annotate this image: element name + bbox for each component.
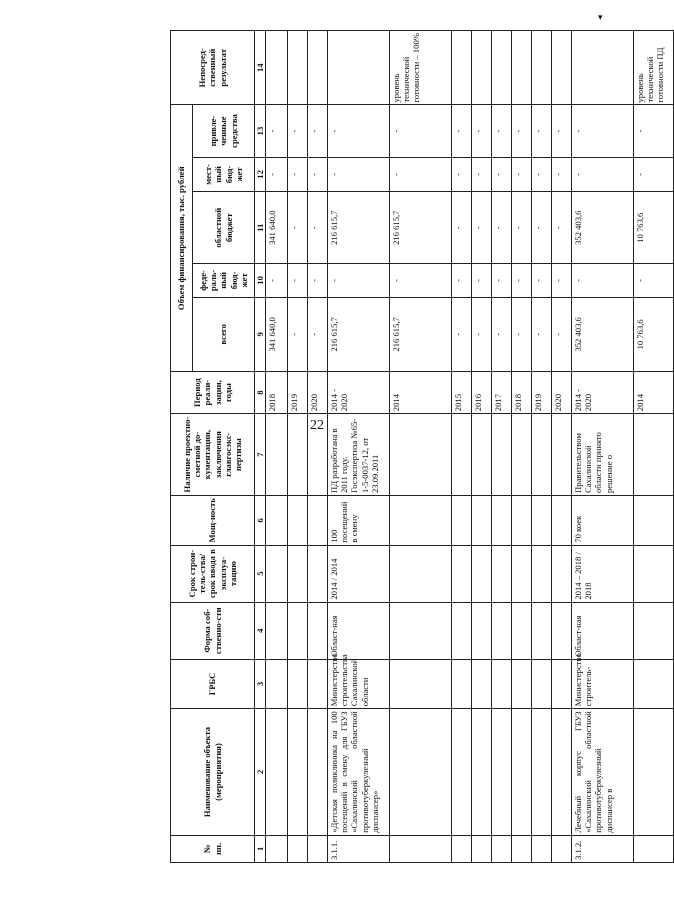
- table-cell: 216 615,7: [390, 192, 452, 264]
- table-cell: [492, 602, 512, 659]
- table-cell: -: [492, 264, 512, 297]
- table-cell: -: [328, 157, 390, 192]
- table-cell: -: [288, 264, 308, 297]
- header-ownership: Форма соб-ственно-сти: [171, 602, 255, 659]
- table-cell: [288, 602, 308, 659]
- table-cell: 216 615,7: [328, 192, 390, 264]
- table-cell: -: [552, 297, 572, 371]
- header-local: мест-ный бюд-жет: [193, 157, 255, 192]
- table-cell: -: [266, 105, 288, 157]
- table-cell: [512, 414, 532, 496]
- table-cell: [512, 31, 532, 106]
- table-cell: [532, 602, 552, 659]
- table-cell: 216 615,7: [390, 297, 452, 371]
- table-row: [472, 31, 492, 863]
- table-cell: -: [390, 264, 452, 297]
- table-cell: [452, 659, 472, 709]
- table-cell: 2015: [452, 372, 472, 414]
- table-cell: [390, 659, 452, 709]
- table-cell: [288, 496, 308, 546]
- table-cell: -: [288, 297, 308, 371]
- column-number-cell: 6: [255, 496, 266, 546]
- table-cell: -: [492, 192, 512, 264]
- table-cell: [288, 709, 308, 835]
- table-cell: [512, 709, 532, 835]
- table-cell: -: [452, 157, 472, 192]
- column-number-cell: 14: [255, 31, 266, 106]
- table-cell: [288, 835, 308, 862]
- table-cell: -: [288, 192, 308, 264]
- table-row: [288, 31, 308, 863]
- table-cell: -: [634, 264, 674, 297]
- table-cell: -: [390, 105, 452, 157]
- table-cell: -: [512, 264, 532, 297]
- table-cell: [492, 709, 512, 835]
- column-numbers-row: [255, 31, 266, 863]
- table-cell: -: [266, 264, 288, 297]
- table-cell: [308, 496, 328, 546]
- table-row: [452, 31, 472, 863]
- table-cell: [634, 659, 674, 709]
- table-cell: [452, 496, 472, 546]
- table-cell: [572, 31, 634, 106]
- column-number-cell: 8: [255, 372, 266, 414]
- table-cell: -: [552, 192, 572, 264]
- table-cell: [266, 602, 288, 659]
- table-cell: 10 763,6: [634, 192, 674, 264]
- table-cell: уровень технической готовности ПД: [634, 31, 674, 106]
- table-cell: [552, 659, 572, 709]
- table-cell: [266, 835, 288, 862]
- table-cell: [552, 709, 572, 835]
- table-cell: [634, 835, 674, 862]
- table-cell: 2014 – 2018 / 2018: [572, 545, 634, 602]
- table-cell: -: [492, 105, 512, 157]
- table-cell: ПД разработана в 2011 году. Госэкспертиза №65-1-5-0037-12, от 23.09.2011: [328, 414, 390, 496]
- table-cell: 2017: [492, 372, 512, 414]
- table-cell: -: [308, 264, 328, 297]
- table-cell: [288, 31, 308, 106]
- table-cell: [308, 659, 328, 709]
- table-cell: [532, 709, 552, 835]
- table-cell: [452, 709, 472, 835]
- column-number-cell: 5: [255, 545, 266, 602]
- table-cell: 2014 - 2020: [572, 372, 634, 414]
- table-cell: [266, 659, 288, 709]
- table-cell: [308, 545, 328, 602]
- table-cell: [472, 602, 492, 659]
- table-cell: -: [288, 157, 308, 192]
- header-docs: Наличие проектно-сметной до-кументации, заключения главгосэкс-пертизы: [171, 414, 255, 496]
- table-cell: [390, 545, 452, 602]
- table-cell: -: [390, 157, 452, 192]
- table-cell: 2016: [472, 372, 492, 414]
- header-total: всего: [193, 297, 255, 371]
- table-cell: 352 403,6: [572, 192, 634, 264]
- table-cell: [512, 602, 532, 659]
- table-cell: [328, 31, 390, 106]
- table-cell: [532, 31, 552, 106]
- header-period: Период реали-зации, годы: [171, 372, 255, 414]
- table-cell: -: [308, 192, 328, 264]
- table-cell: [452, 31, 472, 106]
- table-cell: 100 посещений в смену: [328, 496, 390, 546]
- table-cell: [512, 496, 532, 546]
- table-cell: [472, 709, 492, 835]
- table-cell: -: [572, 105, 634, 157]
- table-cell: -: [266, 157, 288, 192]
- column-number-cell: 3: [255, 659, 266, 709]
- table-cell: [390, 414, 452, 496]
- table-cell: [552, 496, 572, 546]
- header-result: Непосред-ственный результат: [171, 31, 255, 106]
- table-cell: -: [572, 264, 634, 297]
- table-cell: -: [452, 264, 472, 297]
- table-row: [308, 31, 328, 863]
- table-cell: уровень технической готовности – 100%: [390, 31, 452, 106]
- table-cell: 352 403,6: [572, 297, 634, 371]
- table-cell: [390, 835, 452, 862]
- table-cell: [634, 496, 674, 546]
- table-cell: -: [532, 297, 552, 371]
- table-row: [532, 31, 552, 863]
- table-cell: -: [532, 105, 552, 157]
- table-cell: [308, 602, 328, 659]
- table-cell: 2014: [390, 372, 452, 414]
- table-cell: [266, 545, 288, 602]
- table-cell: 2014 - 2020: [328, 372, 390, 414]
- table-row: [492, 31, 512, 863]
- table-cell: 10 763,6: [634, 297, 674, 371]
- header-name: Наименование объекта (мероприятия): [171, 709, 255, 835]
- table-cell: [532, 659, 552, 709]
- column-number-cell: 1: [255, 835, 266, 862]
- table-cell: -: [552, 105, 572, 157]
- table-cell: [472, 414, 492, 496]
- corner-mark: ▾: [598, 12, 603, 22]
- rotated-table-container: [170, 30, 666, 863]
- table-cell: -: [328, 264, 390, 297]
- table-cell: 2014 / 2014: [328, 545, 390, 602]
- table-cell: [552, 602, 572, 659]
- table-cell: 341 640,0: [266, 297, 288, 371]
- table-cell: 2014: [634, 372, 674, 414]
- table-cell: -: [452, 192, 472, 264]
- table-cell: 2018: [266, 372, 288, 414]
- table-cell: 216 615,7: [328, 297, 390, 371]
- table-cell: [472, 545, 492, 602]
- table-row: [390, 31, 452, 863]
- table-cell: [452, 835, 472, 862]
- table-cell: [634, 709, 674, 835]
- table-row: [552, 31, 572, 863]
- table-cell: [552, 31, 572, 106]
- column-number-cell: 12: [255, 157, 266, 192]
- header-federal: феде-раль-ный бюд-жет: [193, 264, 255, 297]
- table-row: [572, 31, 634, 863]
- table-cell: -: [472, 105, 492, 157]
- header-term: Срок строи-тель-ства/срок ввода в эксплуа-тацию: [171, 545, 255, 602]
- table-cell: [532, 835, 552, 862]
- table-cell: 70 коек: [572, 496, 634, 546]
- table-cell: -: [288, 105, 308, 157]
- column-number-cell: 2: [255, 709, 266, 835]
- table-cell: -: [512, 157, 532, 192]
- table-cell: [308, 709, 328, 835]
- column-number-cell: 10: [255, 264, 266, 297]
- table-cell: -: [452, 297, 472, 371]
- table-cell: [492, 545, 512, 602]
- table-cell: Лечебный корпус ГБУЗ «Сахалинский областной противотуберкулезный диспансер в: [572, 709, 634, 835]
- table-cell: [492, 659, 512, 709]
- column-number-cell: 4: [255, 602, 266, 659]
- table-cell: Министерство строитель-: [572, 659, 634, 709]
- table-row: [512, 31, 532, 863]
- table-cell: [552, 414, 572, 496]
- table-cell: [492, 496, 512, 546]
- table-cell: [390, 709, 452, 835]
- table-cell: 2019: [532, 372, 552, 414]
- table-row: [634, 31, 674, 863]
- table-cell: -: [572, 157, 634, 192]
- table-row: [266, 31, 288, 863]
- table-cell: [452, 545, 472, 602]
- table-cell: -: [472, 264, 492, 297]
- table-row: [328, 31, 390, 863]
- table-cell: [266, 496, 288, 546]
- table-cell: [288, 545, 308, 602]
- table-cell: 2020: [308, 372, 328, 414]
- table-cell: 2019: [288, 372, 308, 414]
- table-cell: [512, 835, 532, 862]
- table-cell: [472, 31, 492, 106]
- table-cell: [512, 659, 532, 709]
- table-cell: -: [512, 297, 532, 371]
- table-cell: [532, 496, 552, 546]
- header-funding: Объем финансирования, тыс. рублей: [171, 105, 193, 372]
- table-cell: «Детская поликлиника на 100 посещений в смену для ГБУЗ «Сахалинский областной противотуберкулезный диспансер»: [328, 709, 390, 835]
- table-cell: -: [634, 157, 674, 192]
- column-number-cell: 11: [255, 192, 266, 264]
- table-cell: Министерство строительства Сахалинской области: [328, 659, 390, 709]
- table-cell: [288, 659, 308, 709]
- table-cell: [452, 602, 472, 659]
- header-capacity: Мощ-ность: [171, 496, 255, 546]
- table-cell: [266, 709, 288, 835]
- table-cell: [472, 659, 492, 709]
- table-cell: [472, 835, 492, 862]
- table-cell: [308, 31, 328, 106]
- table-cell: [266, 414, 288, 496]
- table-cell: -: [472, 192, 492, 264]
- table-cell: 3.1.2.: [572, 835, 634, 862]
- table-cell: [634, 414, 674, 496]
- table-cell: -: [492, 157, 512, 192]
- table-cell: [472, 496, 492, 546]
- table-cell: [492, 31, 512, 106]
- table-cell: -: [492, 297, 512, 371]
- table-cell: Правительством Сахалинской области принято решение о: [572, 414, 634, 496]
- table-cell: -: [532, 264, 552, 297]
- table-cell: -: [512, 192, 532, 264]
- table-cell: -: [552, 157, 572, 192]
- table-cell: [266, 31, 288, 106]
- table-cell: [532, 414, 552, 496]
- table-cell: [552, 835, 572, 862]
- header-grbs: ГРБС: [171, 659, 255, 709]
- table-cell: -: [308, 157, 328, 192]
- header-attracted: привле-ченные средства: [193, 105, 255, 157]
- table-cell: -: [512, 105, 532, 157]
- table-cell: -: [552, 264, 572, 297]
- table-cell: [390, 496, 452, 546]
- header-regional: областной бюджет: [193, 192, 255, 264]
- table-cell: -: [308, 105, 328, 157]
- table-cell: [634, 545, 674, 602]
- table-cell: [390, 602, 452, 659]
- financing-table: [170, 30, 674, 863]
- table-cell: -: [532, 192, 552, 264]
- table-cell: -: [532, 157, 552, 192]
- table-cell: Област-ная: [572, 602, 634, 659]
- table-cell: [308, 414, 328, 496]
- table-cell: 2018: [512, 372, 532, 414]
- table-cell: [492, 414, 512, 496]
- table-cell: -: [308, 297, 328, 371]
- table-cell: 3.1.1.: [328, 835, 390, 862]
- table-cell: -: [472, 297, 492, 371]
- table-cell: [552, 545, 572, 602]
- table-cell: -: [634, 105, 674, 157]
- table-cell: Област-ная: [328, 602, 390, 659]
- table-cell: [492, 835, 512, 862]
- table-cell: -: [328, 105, 390, 157]
- table-cell: [512, 545, 532, 602]
- table-cell: [308, 835, 328, 862]
- table-cell: [288, 414, 308, 496]
- table-cell: [532, 545, 552, 602]
- column-number-cell: 13: [255, 105, 266, 157]
- table-cell: -: [452, 105, 472, 157]
- table-cell: 2020: [552, 372, 572, 414]
- header-num: № пп.: [171, 835, 255, 862]
- table-cell: 341 640,0: [266, 192, 288, 264]
- table-cell: [452, 414, 472, 496]
- table-cell: [634, 602, 674, 659]
- table-cell: -: [472, 157, 492, 192]
- column-number-cell: 7: [255, 414, 266, 496]
- page-number: 22: [310, 418, 324, 433]
- column-number-cell: 9: [255, 297, 266, 371]
